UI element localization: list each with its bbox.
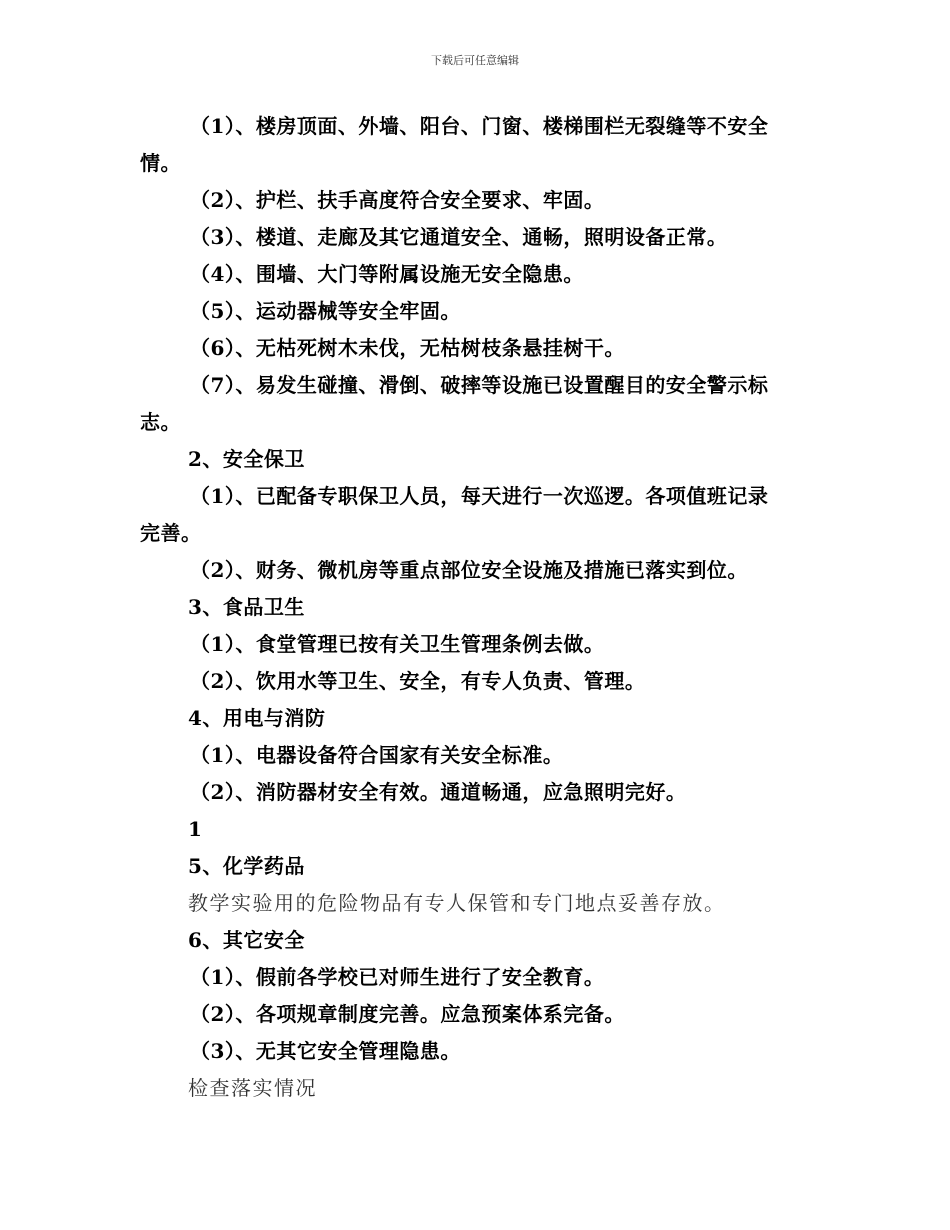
page-header: 下载后可任意编辑 — [431, 54, 519, 67]
closing-text: 检查落实情况 — [188, 1076, 317, 1100]
item-text: （1）、已配备专职保卫人员，每天进行一次巡逻。各项值班记录 — [190, 484, 769, 508]
item-continuation: 志。 — [140, 410, 181, 434]
list-item: （5）、运动器械等安全牢固。 — [190, 299, 461, 323]
list-item: （3）、无其它安全管理隐患。 — [190, 1039, 461, 1063]
item-text: （1）、楼房顶面、外墙、阳台、门窗、楼梯围栏无裂缝等不安全 — [190, 114, 769, 138]
item-continuation: 完善。 — [140, 521, 202, 545]
list-item: （1）、食堂管理已按有关卫生管理条例去做。 — [190, 632, 605, 656]
list-item: （2）、消防器材安全有效。通道畅通，应急照明完好。 — [190, 780, 687, 804]
section-heading: 2、安全保卫 — [188, 447, 305, 471]
list-item: （1）、假前各学校已对师生进行了安全教育。 — [190, 965, 605, 989]
list-item: （2）、财务、微机房等重点部位安全设施及措施已落实到位。 — [190, 558, 748, 582]
paragraph: 教学实验用的危险物品有专人保管和专门地点妥善存放。 — [188, 891, 726, 915]
list-item: （3）、楼道、走廊及其它通道安全、通畅，照明设备正常。 — [190, 225, 728, 249]
section-heading: 5、化学药品 — [188, 854, 305, 878]
list-item — [140, 478, 820, 552]
section-heading: 3、食品卫生 — [188, 595, 305, 619]
list-item: （1）、电器设备符合国家有关安全标准。 — [190, 743, 564, 767]
list-item: （6）、无枯死树木未伐，无枯树枝条悬挂树干。 — [190, 336, 625, 360]
item-text: （7）、易发生碰撞、滑倒、破摔等设施已设置醒目的安全警示标 — [190, 373, 769, 397]
list-item — [140, 108, 820, 182]
section-heading: 4、用电与消防 — [188, 706, 326, 730]
list-item: （2）、饮用水等卫生、安全，有专人负责、管理。 — [190, 669, 646, 693]
item-continuation: 情。 — [140, 151, 181, 175]
list-item — [140, 367, 820, 441]
page-number: 1 — [188, 817, 203, 841]
document-body — [140, 108, 820, 1107]
section-heading: 6、其它安全 — [188, 928, 305, 952]
list-item: （2）、护栏、扶手高度符合安全要求、牢固。 — [190, 188, 605, 212]
list-item: （4）、围墙、大门等附属设施无安全隐患。 — [190, 262, 584, 286]
list-item: （2）、各项规章制度完善。应急预案体系完备。 — [190, 1002, 625, 1026]
